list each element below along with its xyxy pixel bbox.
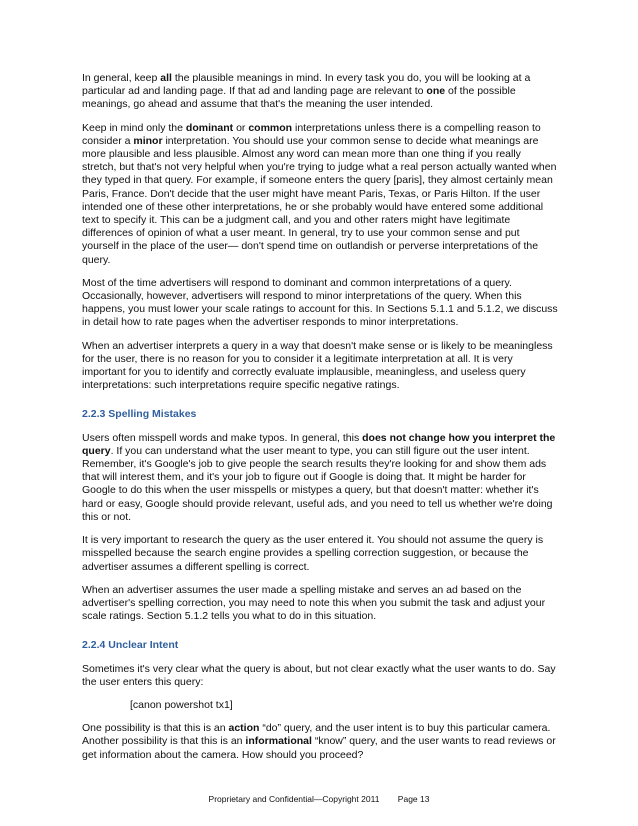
text-run: When an advertiser interprets a query in a way that doesn't make sense or is likely to be meaningless for the user, there is no reason for you to consider it a legitimate interpretation at all. It is very important for you to identify and correctly evaluate implausible, meaningless, and useless query interpretations: such interpretations require specific negative ratings. bbox=[82, 339, 553, 392]
bold-text-run: dominant bbox=[185, 121, 234, 134]
unclear-section-body bbox=[82, 663, 558, 762]
bold-text-run: action bbox=[228, 722, 260, 735]
text-run: Users often misspell words and make typos. In general, this bbox=[82, 431, 363, 444]
text-run: It is very important to research the query as the user entered it. You should not assume the query is misspelled because the search engine provides a spelling correction suggestion, or because the advertiser assumes a different spelling is correct. bbox=[82, 534, 544, 573]
bold-text-run: all bbox=[160, 72, 172, 84]
spelling-section-body bbox=[82, 432, 558, 624]
text-run: or bbox=[233, 121, 249, 134]
text-run: . If you can understand what the user meant to type, you can still figure out the user intent. Remember, it's Google's job to give people the search results they're looking for and show them ads that will interest them, and it's your job to figure out if Google is doing that. It might be harder for Google to do this when the user misspells or mistypes a query, but that doesn't matter: whether it's hard or easy, Google should provide relevant, useful ads, and you need to tell us whether we're doing this or not. bbox=[82, 444, 553, 523]
paragraph bbox=[82, 722, 558, 762]
text-run: Most of the time advertisers will respond to dominant and common interpretations of a query. Occasionally, however, advertisers will respond to minor interpretations of the query. When this happens, you must lower your scale ratings to account for this. In Sections 5.1.1 and 5.1.2, we discuss in detail how to rate pages when the advertiser responds to minor interpretations. bbox=[82, 276, 558, 329]
page-footer bbox=[0, 794, 638, 804]
bold-text-run: minor bbox=[133, 134, 163, 147]
paragraph bbox=[82, 340, 558, 393]
paragraph bbox=[82, 584, 558, 624]
bold-text-run: does not change how you interpret the query bbox=[82, 431, 556, 457]
section-heading-unclear-intent: 2.2.4 Unclear Intent bbox=[82, 639, 179, 652]
bold-text-run: one bbox=[426, 85, 446, 98]
query-example: [canon powershot tx1] bbox=[130, 698, 233, 711]
bold-text-run: informational bbox=[245, 735, 312, 748]
text-run: When an advertiser assumes the user made a spelling mistake and serves an ad based on the advertiser's spelling correction, you may need to note this when you submit the task and adjust your scale ratings. Section 5.1.2 tells you what to do in this situation. bbox=[82, 583, 546, 623]
footer-page-number: Page 13 bbox=[397, 794, 430, 804]
paragraph bbox=[82, 534, 558, 574]
paragraph bbox=[82, 122, 558, 267]
text-run: Sometimes it's very clear what the query is about, but not clear exactly what the user wants to do. Say the user enters this query: bbox=[82, 662, 556, 688]
footer-confidential: Proprietary and Confidential—Copyright 2011 bbox=[208, 794, 380, 804]
section-heading-spelling-mistakes: 2.2.3 Spelling Mistakes bbox=[82, 408, 197, 421]
text-run: interpretation. You should use your common sense to decide what meanings are more plausible and less plausible. Almost any word can mean more than one thing if you really stretch, but that's not very helpful when you're trying to judge what a real person actually wanted when they typed in that query. For example, if someone enters the query [paris], they almost certainly mean Paris, France. Don't decide that the user might have meant Paris, Texas, or Paris Hilton. If the user intended one of these other interpretations, he or she probably would have entered some additional text to specify it. This can be a judgment call, and you and other raters might have legitimate differences of opinion of what a user meant. In general, try to use your common sense and put yourself in the place of the user— don't spend time on outlandish or perverse interpretations of the query. bbox=[82, 134, 557, 266]
intro-paragraphs bbox=[82, 72, 558, 392]
text-run: the plausible meanings in mind. In every task you do, you will be looking at a particular ad and landing page. If that ad and landing page are relevant to bbox=[82, 72, 531, 98]
text-run: interpretations unless there is a compelling reason to consider a bbox=[82, 121, 541, 147]
paragraph bbox=[82, 277, 558, 330]
paragraph bbox=[82, 663, 558, 689]
document-body bbox=[82, 72, 558, 772]
paragraph bbox=[82, 432, 558, 524]
paragraph bbox=[82, 72, 558, 112]
bold-text-run: common bbox=[248, 121, 293, 134]
text-run: One possibility is that this is an bbox=[82, 722, 229, 735]
text-run: “know” query, and the user wants to read reviews or get information about the camera. How should you proceed? bbox=[82, 735, 556, 761]
text-run: of the possible meanings, go ahead and assume that that's the meaning the user intended. bbox=[82, 85, 516, 111]
text-run: In general, keep bbox=[82, 72, 161, 84]
text-run: “do” query, and the user intent is to buy this particular camera. Another possibility is that this is an bbox=[82, 722, 551, 748]
text-run: Keep in mind only the bbox=[82, 121, 186, 134]
